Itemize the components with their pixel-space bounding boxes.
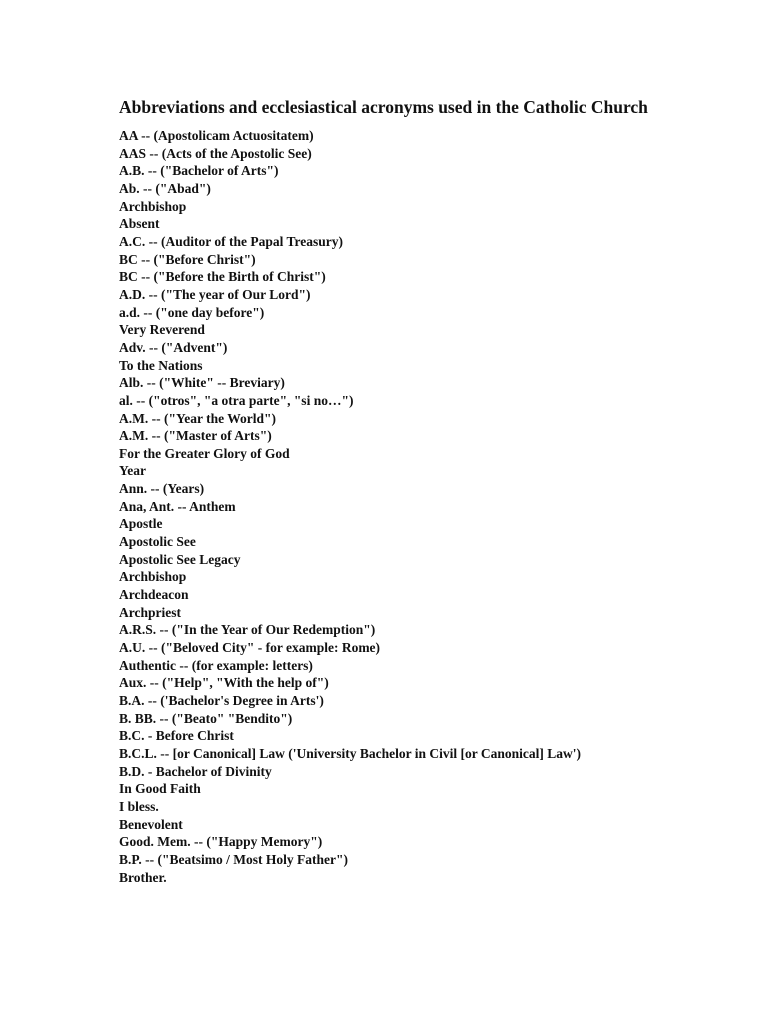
abbreviation-entry: Apostle [119, 516, 163, 532]
abbreviation-entry: Adv. -- ("Advent") [119, 339, 228, 355]
abbreviation-entry: Authentic -- (for example: letters) [119, 657, 313, 673]
abbreviation-entry: AA -- (Apostolicam Actuositatem) [119, 128, 314, 143]
document-title: Abbreviations and ecclesiastical acronyms used in the Catholic Church [119, 97, 648, 117]
abbreviation-entry: To the Nations [119, 357, 203, 373]
abbreviation-entry: B.P. -- ("Beatsimo / Most Holy Father") [119, 851, 348, 867]
abbreviation-entry: Archpriest [119, 604, 181, 620]
abbreviation-entry: BC -- ("Before Christ") [119, 251, 256, 267]
abbreviation-entry: A.D. -- ("The year of Our Lord") [119, 286, 311, 302]
abbreviation-entry: Ana, Ant. -- Anthem [119, 498, 236, 514]
abbreviation-entry: Apostolic See Legacy [119, 551, 241, 567]
abbreviation-entry: B.C.L. -- [or Canonical] Law ('University Bachelor in Civil [or Canonical] Law') [119, 745, 581, 761]
abbreviation-entry: Year [119, 463, 146, 479]
abbreviation-entry: In Good Faith [119, 781, 201, 797]
abbreviation-entry: Benevolent [119, 816, 183, 832]
abbreviation-entry: Archbishop [119, 569, 187, 585]
abbreviation-entry: B.D. - Bachelor of Divinity [119, 763, 272, 779]
abbreviation-list [119, 127, 581, 886]
abbreviation-entry: Ab. -- ("Abad") [119, 180, 211, 196]
abbreviation-entry: A.C. -- (Auditor of the Papal Treasury) [119, 233, 343, 249]
abbreviation-entry: Brother. [119, 869, 167, 885]
abbreviation-entry: a.d. -- ("one day before") [119, 304, 265, 320]
abbreviation-entry: Archdeacon [119, 587, 189, 603]
abbreviation-entry: A.M. -- ("Master of Arts") [119, 428, 272, 444]
abbreviation-entry: Alb. -- ("White" -- Breviary) [119, 375, 285, 391]
abbreviation-entry: A.R.S. -- ("In the Year of Our Redemption") [119, 622, 376, 638]
abbreviation-entry: A.U. -- ("Beloved City" - for example: Rome) [119, 640, 381, 656]
abbreviation-entry: I bless. [119, 798, 159, 814]
abbreviation-entry: B. BB. -- ("Beato" "Bendito") [119, 710, 293, 726]
abbreviation-entry: BC -- ("Before the Birth of Christ") [119, 269, 326, 285]
abbreviation-entry: AAS -- (Acts of the Apostolic See) [119, 145, 312, 161]
abbreviation-entry: al. -- ("otros", "a otra parte", "si no…") [119, 392, 354, 408]
abbreviation-entry: Very Reverend [119, 322, 205, 338]
abbreviation-entry: Ann. -- (Years) [119, 481, 205, 497]
abbreviation-entry: Archbishop [119, 198, 187, 214]
abbreviation-entry: B.C. - Before Christ [119, 728, 234, 744]
abbreviation-entry: Good. Mem. -- ("Happy Memory") [119, 834, 323, 850]
abbreviation-entry: For the Greater Glory of God [119, 445, 290, 461]
abbreviation-entry: Aux. -- ("Help", "With the help of") [119, 675, 329, 691]
abbreviation-entry: Apostolic See [119, 534, 196, 550]
abbreviation-entry: A.M. -- ("Year the World") [119, 410, 276, 426]
abbreviation-entry: Absent [119, 216, 160, 232]
abbreviation-entry: A.B. -- ("Bachelor of Arts") [119, 163, 279, 179]
abbreviation-entry: B.A. -- ('Bachelor's Degree in Arts') [119, 693, 324, 708]
